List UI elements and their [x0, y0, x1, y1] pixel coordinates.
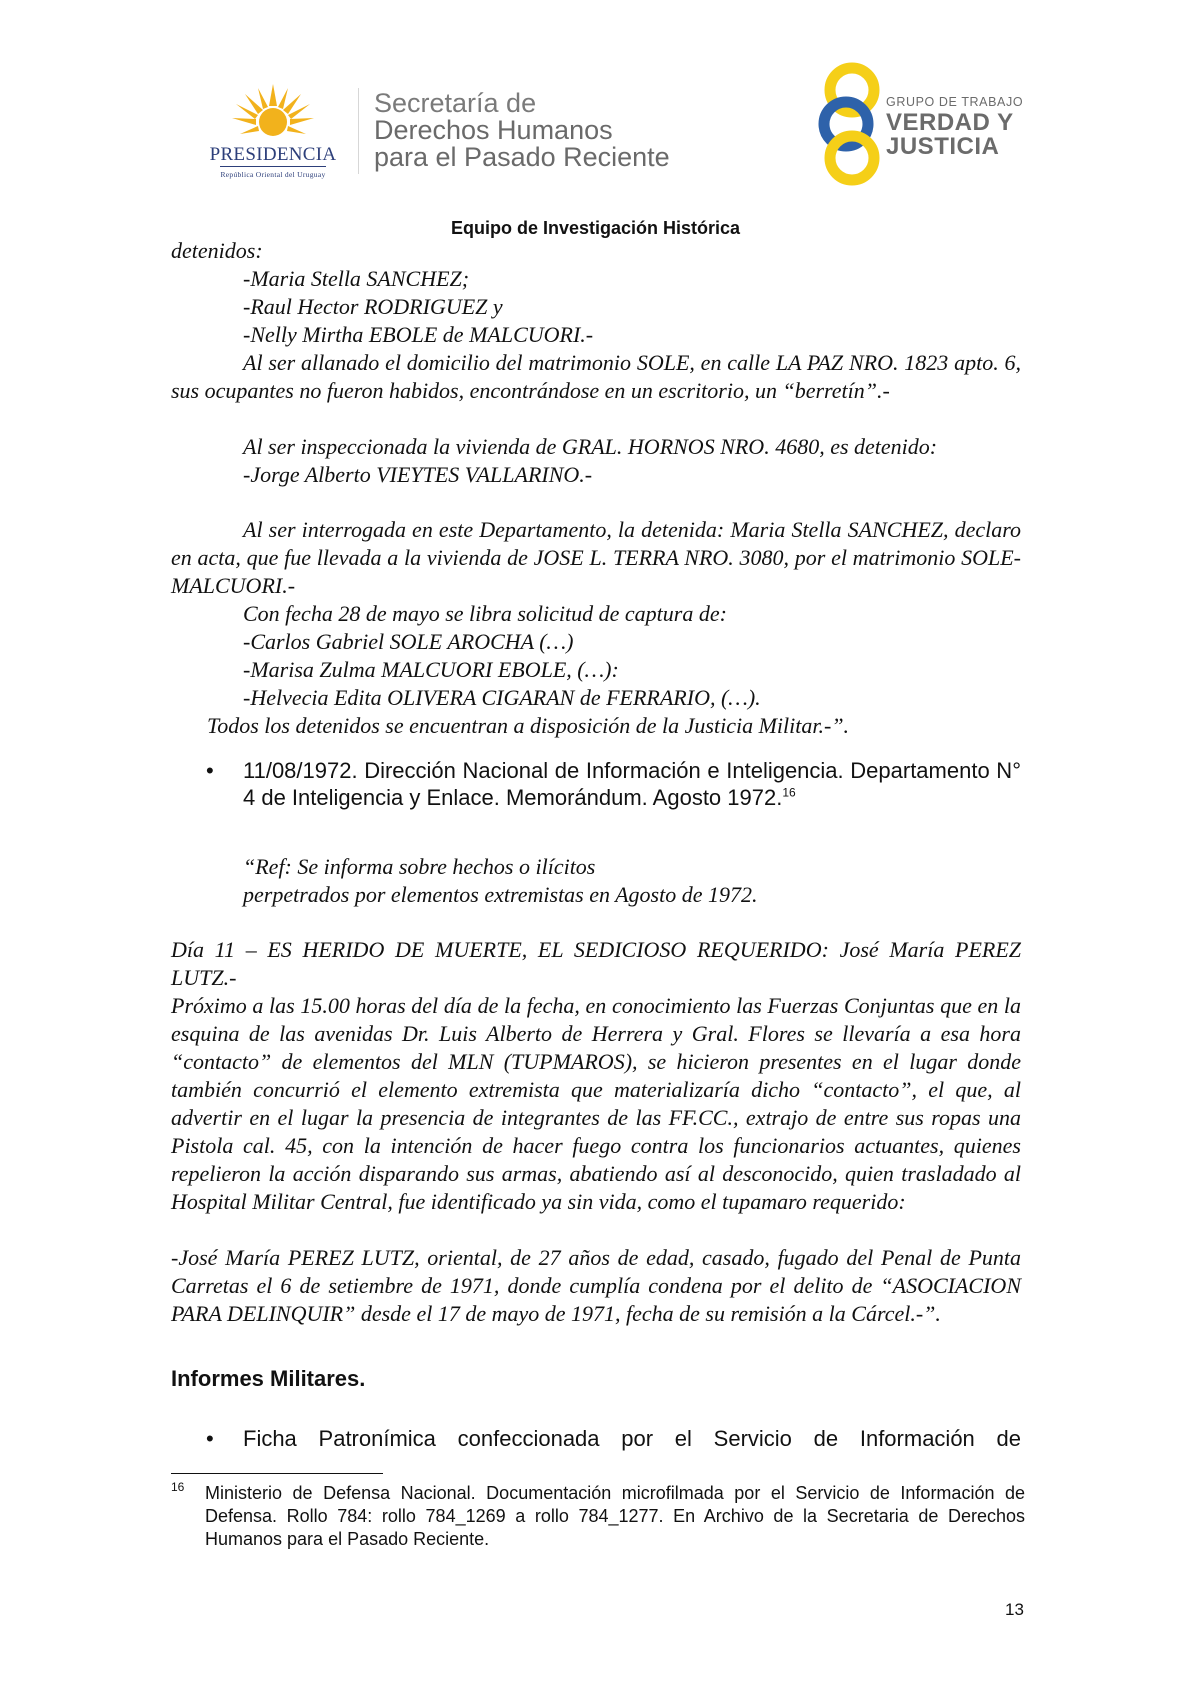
text-line: -Jorge Alberto VIEYTES VALLARINO.-: [243, 462, 593, 487]
paragraph-dia-11: Día 11 – ES HERIDO DE MUERTE, EL SEDICIOSO REQUERIDO: José María PEREZ LUTZ.-: [171, 937, 1021, 990]
paragraph-sole: Al ser allanado el domicilio del matrimonio SOLE, en calle LA PAZ NRO. 1823 apto. 6, sus ocupantes no fueron habidos, encontrándose en un escritorio, un “berretín”.-: [171, 350, 1021, 403]
bullet-entry-ficha: Ficha Patronímica confeccionada por el Servicio de Información de: [243, 1426, 1021, 1451]
presidencia-subtitle: República Oriental del Uruguay: [220, 170, 326, 179]
text-line: detenidos:: [171, 238, 263, 263]
secretaria-line-2: Derechos Humanos: [374, 115, 613, 145]
grupo-trabajo-label: GRUPO DE TRABAJO: [886, 95, 1024, 109]
ref-line-2: perpetrados por elementos extremistas en Agosto de 1972.: [243, 882, 758, 907]
section-heading: Informes Militares.: [171, 1366, 366, 1391]
presidencia-logo: [198, 82, 348, 180]
verdad-justicia-rings-icon: [806, 62, 892, 186]
footnote-rule: [171, 1473, 383, 1474]
ref-line-1: “Ref: Se informa sobre hechos o ilícitos: [243, 854, 596, 879]
verdad-y-label: VERDAD Y: [886, 109, 1014, 136]
team-title: Equipo de Investigación Histórica: [450, 218, 741, 238]
sun-icon: [230, 82, 316, 148]
text-line: -Marisa Zulma MALCUORI EBOLE, (…):: [243, 657, 619, 682]
text-line: -Carlos Gabriel SOLE AROCHA (…): [243, 629, 574, 654]
text-line: Al ser inspeccionada la vivienda de GRAL. HORNOS NRO. 4680, es detenido:: [243, 434, 938, 459]
paragraph-interrogada: Al ser interrogada en este Departamento, la detenida: Maria Stella SANCHEZ, declaro en acta, que fue llevada a la vivienda de JOSE L. TERRA NRO. 3080, por el matrimonio SOLE-MALCUORI.-: [171, 517, 1021, 598]
bullet-dot: •: [206, 1426, 214, 1451]
text-line: -Nelly Mirtha EBOLE de MALCUORI.-: [243, 322, 594, 347]
presidencia-name: PRESIDENCIA: [209, 144, 337, 165]
verdad-justicia-wordmark: [886, 111, 1014, 159]
justicia-label: JUSTICIA: [886, 133, 1000, 160]
secretaria-title: [374, 90, 670, 171]
bullet-entry-1972: [243, 757, 1021, 811]
paragraph-proximo: Próximo a las 15.00 horas del día de la fecha, en conocimiento las Fuerzas Conjuntas que en la esquina de las avenidas Dr. Luis Alberto de Herrera y Gral. Flores se llevaría a esa hora “contacto” de elementos del MLN (TUPMAROS), se hicieron presentes en el lugar donde también concurrió el elemento extremista que materializaría dicho “contacto”, el que, al advertir en el lugar la presencia de integrantes de las FF.CC., extrajo de entre sus ropas una Pistola cal. 45, con la intención de hacer fuego contra los funcionarios actuantes, quienes repelieron la acción disparando sus armas, abatiendo así al desconocido, quien trasladado al Hospital Militar Central, fue identificado ya sin vida, como el tupamaro requerido:: [171, 993, 1021, 1214]
footnote-text: Ministerio de Defensa Nacional. Documentación microfilmada por el Servicio de Información de Defensa. Rollo 784: rollo 784_1269 a rollo 784_1277. En Archivo de la Secretaria de Derechos Humanos para el Pasado Reciente.: [205, 1483, 1025, 1549]
text-line: -Helvecia Edita OLIVERA CIGARAN de FERRARIO, (…).: [243, 685, 761, 710]
paragraph-perez-lutz: -José María PEREZ LUTZ, oriental, de 27 años de edad, casado, fugado del Penal de Punta Carretas el 6 de setiembre de 1971, donde cumplía condena por el delito de “ASOCIACION PARA DELINQUIR” desde el 17 de mayo de 1971, fecha de su remisión a la Cárcel.-”.: [171, 1245, 1021, 1326]
bullet-entry-text: 11/08/1972. Dirección Nacional de Información e Inteligencia. Departamento N° 4 de Inteligencia y Enlace. Memorándum. Agosto 1972.: [243, 758, 1021, 810]
secretaria-line-3: para el Pasado Reciente: [374, 142, 670, 172]
text-line: -Maria Stella SANCHEZ;: [243, 266, 470, 291]
footnote-number: 16: [171, 1480, 185, 1494]
text-line: -Raul Hector RODRIGUEZ y: [243, 294, 503, 319]
secretaria-line-1: Secretaría de: [374, 88, 537, 118]
logo-rule: [220, 166, 326, 167]
text-line: Con fecha 28 de mayo se libra solicitud de captura de:: [243, 601, 727, 626]
page-number: 13: [1005, 1600, 1024, 1619]
footnote-ref: 16: [782, 785, 796, 800]
text-line: Todos los detenidos se encuentran a disposición de la Justicia Militar.-”.: [207, 713, 850, 738]
header-divider: [358, 88, 359, 174]
bullet-dot: •: [206, 758, 214, 783]
